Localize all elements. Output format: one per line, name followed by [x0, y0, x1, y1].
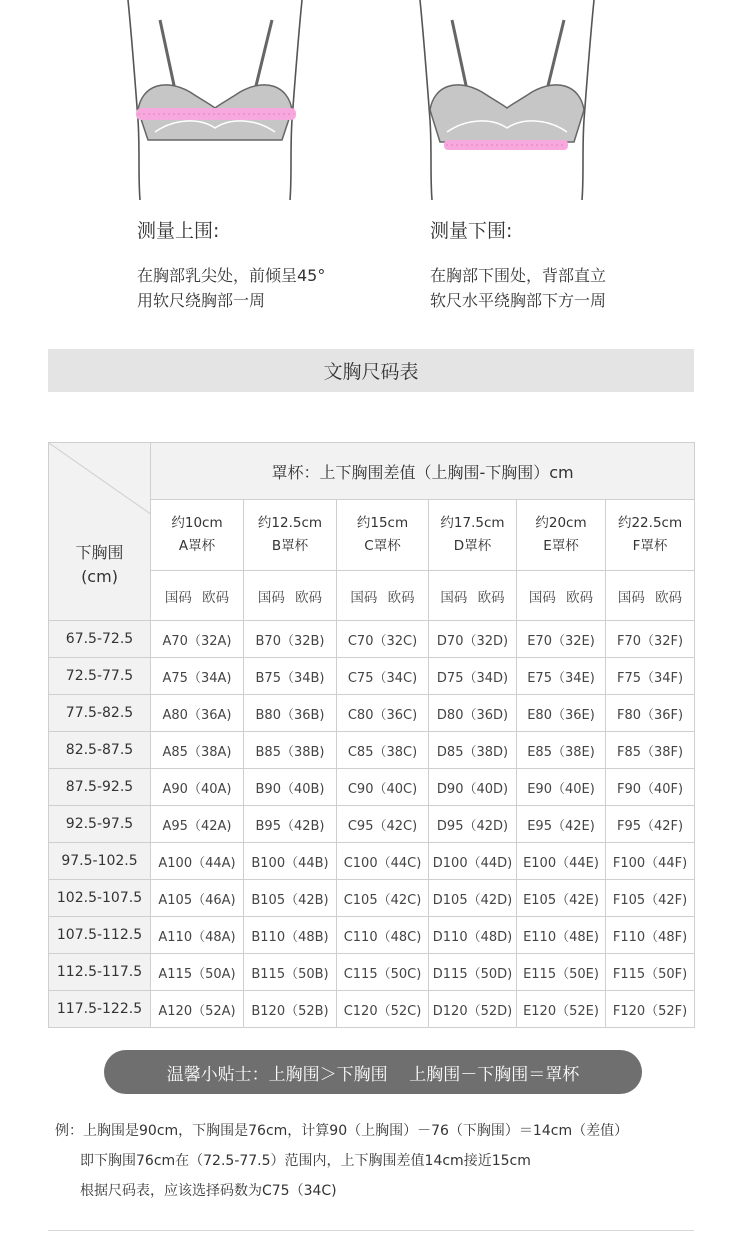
code-header: 国码 欧码 — [244, 571, 337, 621]
size-cell: D90（40D) — [429, 769, 517, 806]
size-cell: A85（38A) — [151, 732, 244, 769]
example-line-3: 根据尺码表，应该选择码数为C75（34C) — [80, 1183, 337, 1199]
size-cell: C110（48C) — [337, 917, 429, 954]
size-cell: F80（36F) — [606, 695, 695, 732]
size-cell: D115（50D) — [429, 954, 517, 991]
under-bust-instructions — [430, 222, 606, 313]
underbust-range: 117.5-122.5 — [49, 991, 151, 1028]
example-line-1: 例：上胸围是90cm，下胸围是76cm，计算90（上胸围）－76（下胸围）＝14cm（差值） — [55, 1123, 629, 1139]
underbust-range: 87.5-92.5 — [49, 769, 151, 806]
underbust-label: 下胸围 — [75, 543, 124, 562]
size-cell: B110（48B) — [244, 917, 337, 954]
size-cell: B95（42B) — [244, 806, 337, 843]
diagonal-divider — [49, 443, 151, 621]
size-cell: C90（40C) — [337, 769, 429, 806]
cup-label: E罩杯 — [543, 538, 579, 554]
size-cell: E105（42E) — [517, 880, 606, 917]
underbust-range: 92.5-97.5 — [49, 806, 151, 843]
size-cell: C70（32C) — [337, 621, 429, 658]
cup-diff: 约15cm — [356, 515, 409, 531]
bottom-divider — [48, 1230, 694, 1231]
size-cell: F90（40F) — [606, 769, 695, 806]
cup-label: C罩杯 — [364, 538, 401, 554]
underbust-unit: (cm) — [81, 567, 118, 586]
size-cell: A100（44A) — [151, 843, 244, 880]
size-cell: D105（42D) — [429, 880, 517, 917]
table-row — [49, 917, 695, 954]
cup-label: D罩杯 — [453, 538, 492, 554]
size-cell: E110（48E) — [517, 917, 606, 954]
size-cell: D70（32D) — [429, 621, 517, 658]
upper-bust-title: 测量上围: — [137, 220, 220, 242]
section-title: 文胸尺码表 — [48, 349, 694, 392]
cup-label: A罩杯 — [178, 538, 216, 554]
table-row — [49, 658, 695, 695]
size-cell: E90（40E) — [517, 769, 606, 806]
cup-diff: 约20cm — [535, 515, 587, 531]
under-bust-line-1: 在胸部下围处，背部直立 — [430, 266, 607, 285]
cup-header-f — [606, 500, 695, 571]
code-header: 国码 欧码 — [151, 571, 244, 621]
size-cell: A105（46A) — [151, 880, 244, 917]
size-cell: F110（48F) — [606, 917, 695, 954]
size-cell: F85（38F) — [606, 732, 695, 769]
underbust-range: 97.5-102.5 — [49, 843, 151, 880]
upper-bust-instructions — [137, 222, 325, 313]
underbust-range: 67.5-72.5 — [49, 621, 151, 658]
cup-header: 罩杯：上下胸围差值（上胸围-下胸围）cm — [151, 443, 695, 500]
size-cell: A95（42A) — [151, 806, 244, 843]
cup-label: F罩杯 — [632, 538, 668, 554]
size-cell: B120（52B) — [244, 991, 337, 1028]
size-cell: F105（42F) — [606, 880, 695, 917]
size-cell: A110（48A) — [151, 917, 244, 954]
size-cell: A120（52A) — [151, 991, 244, 1028]
size-cell: C120（52C) — [337, 991, 429, 1028]
size-cell: B70（32B) — [244, 621, 337, 658]
size-cell: E120（52E) — [517, 991, 606, 1028]
table-row — [49, 695, 695, 732]
upper-bust-line-2: 用软尺绕胸部一周 — [137, 291, 266, 310]
size-cell: C115（50C) — [337, 954, 429, 991]
table-row — [49, 843, 695, 880]
underbust-range: 102.5-107.5 — [49, 880, 151, 917]
underbust-range: 112.5-117.5 — [49, 954, 151, 991]
size-cell: D95（42D) — [429, 806, 517, 843]
size-cell: D80（36D) — [429, 695, 517, 732]
tip-banner: 温馨小贴士：上胸围＞下胸围 上胸围－下胸围＝罩杯 — [104, 1050, 642, 1094]
table-corner-cell — [49, 443, 151, 621]
under-bust-measure-illustration — [412, 0, 602, 200]
cup-diff: 约22.5cm — [617, 515, 683, 531]
underbust-range: 107.5-112.5 — [49, 917, 151, 954]
size-cell: A75（34A) — [151, 658, 244, 695]
upper-bust-line-1: 在胸部乳尖处，前倾呈45° — [137, 266, 326, 285]
size-cell: F100（44F) — [606, 843, 695, 880]
size-cell: D75（34D) — [429, 658, 517, 695]
upper-bust-measure-illustration — [120, 0, 310, 200]
underbust-range: 77.5-82.5 — [49, 695, 151, 732]
cup-header-c — [337, 500, 429, 571]
code-header: 国码 欧码 — [429, 571, 517, 621]
cup-diff: 约12.5cm — [257, 515, 323, 531]
table-row — [49, 769, 695, 806]
under-bust-title: 测量下围: — [430, 220, 513, 242]
size-cell: C85（38C) — [337, 732, 429, 769]
code-header: 国码 欧码 — [517, 571, 606, 621]
example-line-2: 即下胸围76cm在（72.5-77.5）范围内，上下胸围差值14cm接近15cm — [80, 1153, 531, 1169]
size-cell: C105（42C) — [337, 880, 429, 917]
size-cell: F115（50F) — [606, 954, 695, 991]
cup-header-d — [429, 500, 517, 571]
size-cell: B115（50B) — [244, 954, 337, 991]
cup-label: B罩杯 — [271, 538, 309, 554]
size-cell: E115（50E) — [517, 954, 606, 991]
size-cell: B85（38B) — [244, 732, 337, 769]
size-cell: A115（50A) — [151, 954, 244, 991]
size-cell: D120（52D) — [429, 991, 517, 1028]
table-row — [49, 621, 695, 658]
size-cell: F95（42F) — [606, 806, 695, 843]
table-row — [49, 954, 695, 991]
underbust-range: 82.5-87.5 — [49, 732, 151, 769]
size-cell: E75（34E) — [517, 658, 606, 695]
size-cell: B80（36B) — [244, 695, 337, 732]
cup-header-e — [517, 500, 606, 571]
size-cell: E100（44E) — [517, 843, 606, 880]
cup-diff: 约10cm — [171, 515, 223, 531]
size-cell: B90（40B) — [244, 769, 337, 806]
table-row — [49, 806, 695, 843]
size-cell: A90（40A) — [151, 769, 244, 806]
size-cell: C80（36C) — [337, 695, 429, 732]
table-row — [49, 732, 695, 769]
cup-header-a — [151, 500, 244, 571]
underbust-column-label — [49, 541, 150, 589]
size-cell: D85（38D) — [429, 732, 517, 769]
size-cell: C75（34C) — [337, 658, 429, 695]
under-bust-line-2: 软尺水平绕胸部下方一周 — [430, 291, 607, 310]
size-cell: E80（36E) — [517, 695, 606, 732]
underbust-range: 72.5-77.5 — [49, 658, 151, 695]
size-cell: E85（38E) — [517, 732, 606, 769]
size-cell: B75（34B) — [244, 658, 337, 695]
size-cell: F75（34F) — [606, 658, 695, 695]
size-cell: F70（32F) — [606, 621, 695, 658]
size-cell: D100（44D) — [429, 843, 517, 880]
size-cell: E95（42E) — [517, 806, 606, 843]
size-cell: A80（36A) — [151, 695, 244, 732]
table-body — [49, 621, 695, 1028]
bra-size-table — [48, 442, 695, 1028]
code-header: 国码 欧码 — [606, 571, 695, 621]
example-text — [55, 1116, 628, 1206]
table-row — [49, 880, 695, 917]
table-row — [49, 991, 695, 1028]
size-cell: C95（42C) — [337, 806, 429, 843]
cup-diff: 约17.5cm — [440, 515, 505, 531]
size-cell: E70（32E) — [517, 621, 606, 658]
code-header: 国码 欧码 — [337, 571, 429, 621]
cup-header-b — [244, 500, 337, 571]
size-cell: C100（44C) — [337, 843, 429, 880]
size-cell: B105（42B) — [244, 880, 337, 917]
size-cell: A70（32A) — [151, 621, 244, 658]
size-cell: B100（44B) — [244, 843, 337, 880]
size-cell: D110（48D) — [429, 917, 517, 954]
size-cell: F120（52F) — [606, 991, 695, 1028]
